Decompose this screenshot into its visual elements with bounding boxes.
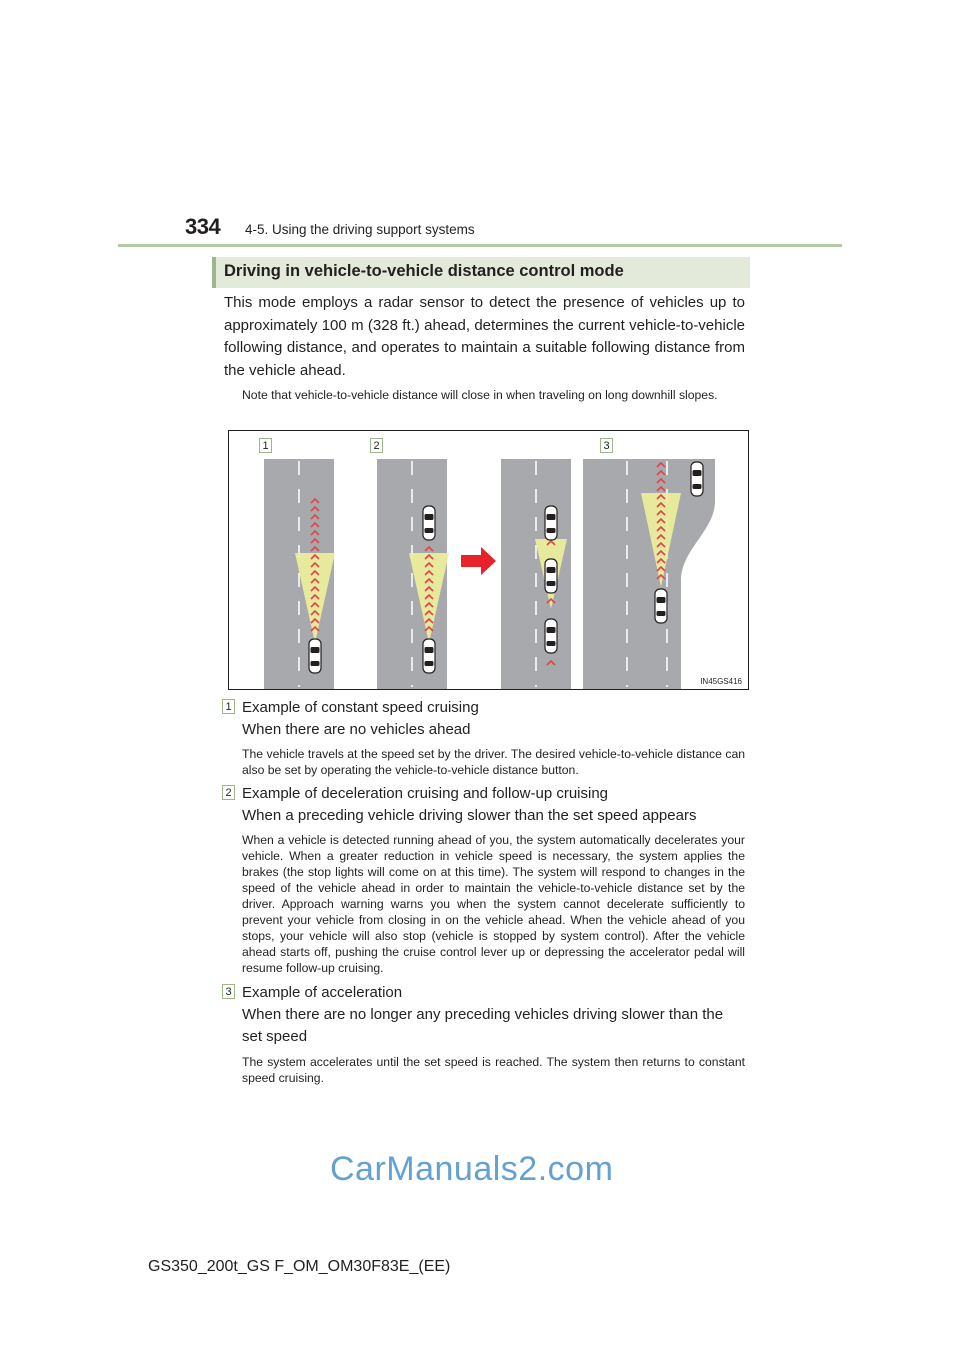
item-2-badge: 2 <box>222 785 235 800</box>
figure-label-2: 2 <box>370 438 383 453</box>
road-2 <box>377 459 449 689</box>
item-1-badge: 1 <box>222 699 235 714</box>
illustration-svg <box>229 431 748 689</box>
road-4 <box>583 459 715 689</box>
item-3-badge: 3 <box>222 984 235 999</box>
figure-label-3: 3 <box>600 438 613 453</box>
chapter-title: 4-5. Using the driving support systems <box>245 222 475 237</box>
item-2-note: When a vehicle is detected running ahead of you, the system automatically decelerates your vehicle. When a greater reduction in vehicle speed is necessary, the system applies the brakes (the stop lights will come on at this time). The system will respond to changes in the speed of the vehicle ahead in order to maintain the vehicle-to-vehicle distance set by the driver. Approach warning warns you when the system cannot decelerate sufficiently to prevent your vehicle from closing in on the vehicle ahead. When the vehicle ahead of you stops, your vehicle will also stop (vehicle is stopped by system control). After the vehicle ahead starts off, pushing the cruise control lever up or depressing the accelerator pedal will resume follow-up cruising. <box>242 833 745 975</box>
transition-arrow <box>461 547 496 575</box>
model-code-footer: GS350_200t_GS F_OM_OM30F83E_(EE) <box>148 1258 451 1275</box>
intro-paragraph: This mode employs a radar sensor to detect the presence of vehicles up to approximately 100 m (328 ft.) ahead, determines the current vehicle-to-vehicle following distance, and operates to maintain a suitable following distance from the vehicle ahead. <box>224 294 745 379</box>
item-3-subtitle: When there are no longer any preceding vehicles driving slower than the set speed <box>242 1006 724 1045</box>
road-3 <box>501 459 571 689</box>
cruise-control-illustration <box>228 430 749 690</box>
intro-note: Note that vehicle-to-vehicle distance will close in when traveling on long downhill slopes. <box>242 388 718 402</box>
item-1-title: Example of constant speed cruising <box>242 699 479 716</box>
header-rule <box>118 244 842 247</box>
section-title: Driving in vehicle-to-vehicle distance control mode <box>224 262 624 280</box>
item-2-subtitle: When a preceding vehicle driving slower than the set speed appears <box>242 807 697 824</box>
item-3-note: The system accelerates until the set speed is reached. The system then returns to constant speed cruising. <box>242 1055 745 1085</box>
figure-label-1: 1 <box>259 438 272 453</box>
page-number: 334 <box>185 214 221 239</box>
item-2-title: Example of deceleration cruising and follow-up cruising <box>242 785 609 802</box>
item-3-title: Example of acceleration <box>242 984 403 1001</box>
item-1-note: The vehicle travels at the speed set by the driver. The desired vehicle-to-vehicle distance can also be set by operating the vehicle-to-vehicle distance button. <box>242 747 745 777</box>
item-1-subtitle: When there are no vehicles ahead <box>242 721 471 738</box>
road-1 <box>264 459 335 689</box>
watermark-logo: CarManuals2.com <box>330 1150 614 1188</box>
figure-code: IN45GS416 <box>700 677 742 686</box>
